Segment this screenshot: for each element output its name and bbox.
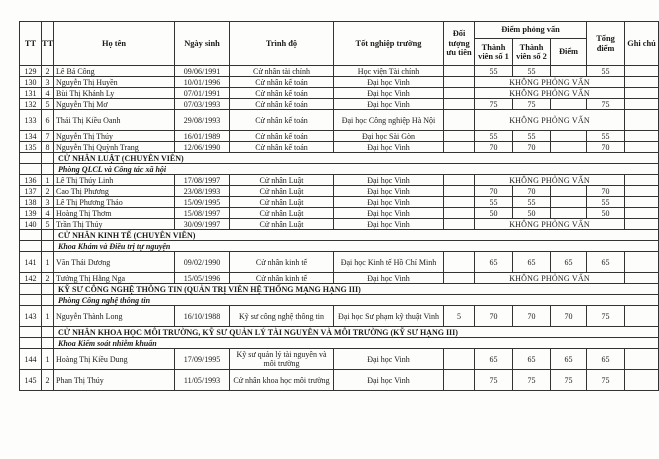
total-score: 70	[587, 186, 625, 197]
blank-cell	[42, 327, 54, 338]
candidate-name: Hoàng Thị Kiều Dung	[54, 349, 175, 370]
graduated-school: Đại học Vinh	[334, 142, 444, 153]
no-interview-label: KHÔNG PHỎNG VẤN	[475, 77, 625, 88]
row-index: 139	[20, 208, 42, 219]
note-cell	[625, 273, 659, 284]
subsection-title: Khoa Khám và Điều trị tự nguyện	[54, 241, 659, 252]
graduated-school: Đại học Vinh	[334, 370, 444, 391]
subsection-row	[20, 338, 659, 349]
blank-cell	[20, 164, 42, 175]
birth-date: 16/10/1988	[175, 306, 230, 327]
interview-score: 70	[551, 306, 587, 327]
birth-date: 30/09/1997	[175, 219, 230, 230]
note-cell	[625, 306, 659, 327]
note-cell	[625, 142, 659, 153]
section-title: CỬ NHÂN LUẬT (CHUYÊN VIÊN)	[54, 153, 659, 164]
birth-date: 11/05/1993	[175, 370, 230, 391]
header-interview-score: Điểm phỏng vấn	[475, 22, 587, 39]
member1-score: 75	[475, 99, 513, 110]
total-score: 55	[587, 131, 625, 142]
note-cell	[625, 66, 659, 77]
birth-date: 12/06/1990	[175, 142, 230, 153]
blank-cell	[42, 230, 54, 241]
row-sub-index: 2	[42, 186, 54, 197]
row-sub-index: 6	[42, 110, 54, 131]
note-cell	[625, 252, 659, 273]
row-sub-index: 8	[42, 142, 54, 153]
blank-cell	[20, 153, 42, 164]
interview-score	[551, 66, 587, 77]
table-header	[20, 22, 659, 66]
candidate-name: Nguyễn Thành Long	[54, 306, 175, 327]
graduated-school: Đại học Sài Gòn	[334, 131, 444, 142]
blank-cell	[20, 284, 42, 295]
qualification: Kỹ sư công nghệ thông tin	[230, 306, 334, 327]
qualification: Cử nhân tài chính	[230, 66, 334, 77]
graduated-school: Đại học Vinh	[334, 88, 444, 99]
graduated-school: Đại học Vinh	[334, 186, 444, 197]
subsection-row	[20, 164, 659, 175]
priority-points	[444, 66, 475, 77]
section-row	[20, 230, 659, 241]
member2-score: 50	[513, 208, 551, 219]
table-body	[20, 66, 659, 391]
row-sub-index: 2	[42, 273, 54, 284]
birth-date: 23/08/1993	[175, 186, 230, 197]
priority-points	[444, 349, 475, 370]
no-interview-label: KHÔNG PHỎNG VẤN	[475, 110, 625, 131]
candidate-name: Hoàng Thị Thơm	[54, 208, 175, 219]
table-row	[20, 77, 659, 88]
qualification: Cử nhân kế toán	[230, 131, 334, 142]
member2-score: 65	[513, 349, 551, 370]
priority-points	[444, 219, 475, 230]
row-sub-index: 1	[42, 349, 54, 370]
table-row	[20, 252, 659, 273]
row-index: 138	[20, 197, 42, 208]
section-row	[20, 327, 659, 338]
section-title: KỸ SƯ CÔNG NGHỆ THÔNG TIN (QUẢN TRỊ VIÊN HỆ THỐNG MẠNG HẠNG III)	[54, 284, 659, 295]
header-priority: Đối tượng ưu tiên	[444, 22, 475, 66]
birth-date: 15/08/1997	[175, 208, 230, 219]
qualification: Cử nhân kế toán	[230, 88, 334, 99]
graduated-school: Đại học Vinh	[334, 349, 444, 370]
qualification: Cử nhân khoa học môi trường	[230, 370, 334, 391]
member1-score: 55	[475, 131, 513, 142]
birth-date: 17/09/1995	[175, 349, 230, 370]
qualification: Cử nhân Luật	[230, 175, 334, 186]
member2-score: 70	[513, 142, 551, 153]
priority-points	[444, 186, 475, 197]
header-score: Điểm	[551, 39, 587, 66]
member1-score: 55	[475, 66, 513, 77]
priority-points	[444, 110, 475, 131]
graduated-school: Đại học Vinh	[334, 197, 444, 208]
section-title: CỬ NHÂN KHOA HỌC MÔI TRƯỜNG, KỸ SƯ QUẢN LÝ TÀI NGUYÊN VÀ MÔI TRƯỜNG (KỸ SƯ HẠNG III)	[54, 327, 659, 338]
header-tt1: TT	[20, 22, 42, 66]
qualification: Cử nhân kế toán	[230, 77, 334, 88]
birth-date: 29/08/1993	[175, 110, 230, 131]
table-row	[20, 273, 659, 284]
row-sub-index: 5	[42, 219, 54, 230]
blank-cell	[42, 295, 54, 306]
table-row	[20, 197, 659, 208]
interview-score	[551, 142, 587, 153]
header-member-1: Thành viên số 1	[475, 39, 513, 66]
qualification: Cử nhân kế toán	[230, 142, 334, 153]
table-row	[20, 142, 659, 153]
priority-points	[444, 208, 475, 219]
section-row	[20, 284, 659, 295]
section-row	[20, 153, 659, 164]
qualification: Cử nhân kinh tế	[230, 252, 334, 273]
interview-score: 75	[551, 370, 587, 391]
row-index: 143	[20, 306, 42, 327]
candidate-name: Tưởng Thị Hằng Nga	[54, 273, 175, 284]
blank-cell	[42, 241, 54, 252]
row-sub-index: 4	[42, 208, 54, 219]
candidate-name: Lê Thị Thúy Linh	[54, 175, 175, 186]
table-row	[20, 349, 659, 370]
member2-score: 70	[513, 186, 551, 197]
no-interview-label: KHÔNG PHỎNG VẤN	[475, 88, 625, 99]
candidate-name: Thái Thị Kiều Oanh	[54, 110, 175, 131]
table-row	[20, 186, 659, 197]
row-sub-index: 1	[42, 306, 54, 327]
member1-score: 70	[475, 186, 513, 197]
interview-score: 65	[551, 349, 587, 370]
row-sub-index: 2	[42, 66, 54, 77]
graduated-school: Đại học Sư phạm kỹ thuật Vinh	[334, 306, 444, 327]
blank-cell	[42, 164, 54, 175]
blank-cell	[20, 338, 42, 349]
graduated-school: Học viện Tài chính	[334, 66, 444, 77]
interview-score	[551, 197, 587, 208]
row-index: 142	[20, 273, 42, 284]
priority-points	[444, 131, 475, 142]
note-cell	[625, 131, 659, 142]
member2-score: 55	[513, 131, 551, 142]
blank-cell	[20, 241, 42, 252]
subsection-title: Phòng QLCL và Công tác xã hội	[54, 164, 659, 175]
total-score: 55	[587, 66, 625, 77]
graduated-school: Đại học Vinh	[334, 219, 444, 230]
priority-points	[444, 88, 475, 99]
birth-date: 15/09/1995	[175, 197, 230, 208]
candidate-name: Trần Thị Thúy	[54, 219, 175, 230]
subsection-title: Khoa Kiểm soát nhiễm khuẩn	[54, 338, 659, 349]
candidate-name: Nguyễn Thị Quỳnh Trang	[54, 142, 175, 153]
table-row	[20, 306, 659, 327]
birth-date: 07/01/1991	[175, 88, 230, 99]
total-score: 50	[587, 208, 625, 219]
row-index: 141	[20, 252, 42, 273]
graduated-school: Đại học Vinh	[334, 273, 444, 284]
header-name: Họ tên	[54, 22, 175, 66]
row-sub-index: 2	[42, 370, 54, 391]
priority-points	[444, 370, 475, 391]
total-score: 75	[587, 99, 625, 110]
table-row	[20, 370, 659, 391]
note-cell	[625, 370, 659, 391]
member1-score: 70	[475, 306, 513, 327]
priority-points: 5	[444, 306, 475, 327]
birth-date: 15/05/1996	[175, 273, 230, 284]
table-row	[20, 99, 659, 110]
blank-cell	[20, 295, 42, 306]
candidate-name: Nguyễn Thị Thúy	[54, 131, 175, 142]
header-total: Tổng điểm	[587, 22, 625, 66]
row-index: 133	[20, 110, 42, 131]
candidate-name: Nguyễn Thị Huyền	[54, 77, 175, 88]
graduated-school: Đại học Kinh tế Hồ Chí Minh	[334, 252, 444, 273]
member1-score: 65	[475, 349, 513, 370]
candidate-name: Nguyễn Thị Mơ	[54, 99, 175, 110]
member1-score: 55	[475, 197, 513, 208]
header-note: Ghi chú	[625, 22, 659, 66]
member2-score: 75	[513, 370, 551, 391]
row-index: 130	[20, 77, 42, 88]
graduated-school: Đại học Công nghiệp Hà Nội	[334, 110, 444, 131]
note-cell	[625, 175, 659, 186]
header-dob: Ngày sinh	[175, 22, 230, 66]
total-score: 75	[587, 370, 625, 391]
candidate-name: Phan Thị Thúy	[54, 370, 175, 391]
row-index: 136	[20, 175, 42, 186]
header-level: Trình độ	[230, 22, 334, 66]
member2-score: 70	[513, 306, 551, 327]
birth-date: 09/06/1991	[175, 66, 230, 77]
member1-score: 50	[475, 208, 513, 219]
member1-score: 70	[475, 142, 513, 153]
row-index: 132	[20, 99, 42, 110]
total-score: 55	[587, 197, 625, 208]
note-cell	[625, 349, 659, 370]
qualification: Cử nhân Luật	[230, 219, 334, 230]
note-cell	[625, 197, 659, 208]
row-sub-index: 7	[42, 131, 54, 142]
interview-score	[551, 208, 587, 219]
graduated-school: Đại học Vinh	[334, 77, 444, 88]
table-row	[20, 66, 659, 77]
note-cell	[625, 99, 659, 110]
no-interview-label: KHÔNG PHỎNG VẤN	[475, 175, 625, 186]
candidate-name: Bùi Thị Khánh Ly	[54, 88, 175, 99]
interview-score	[551, 131, 587, 142]
candidate-name: Văn Thái Dương	[54, 252, 175, 273]
total-score: 65	[587, 252, 625, 273]
priority-points	[444, 99, 475, 110]
table-row	[20, 219, 659, 230]
header-tt2: TT	[42, 22, 54, 66]
no-interview-label: KHÔNG PHỎNG VẤN	[475, 273, 625, 284]
row-index: 137	[20, 186, 42, 197]
priority-points	[444, 273, 475, 284]
row-sub-index: 5	[42, 99, 54, 110]
row-index: 134	[20, 131, 42, 142]
member1-score: 75	[475, 370, 513, 391]
interview-score	[551, 99, 587, 110]
blank-cell	[42, 284, 54, 295]
priority-points	[444, 175, 475, 186]
note-cell	[625, 110, 659, 131]
total-score: 75	[587, 306, 625, 327]
section-title: CỬ NHÂN KINH TẾ (CHUYÊN VIÊN)	[54, 230, 659, 241]
graduated-school: Đại học Vinh	[334, 208, 444, 219]
note-cell	[625, 186, 659, 197]
priority-points	[444, 77, 475, 88]
priority-points	[444, 142, 475, 153]
interview-score: 65	[551, 252, 587, 273]
blank-cell	[20, 230, 42, 241]
no-interview-label: KHÔNG PHỎNG VẤN	[475, 219, 625, 230]
row-index: 131	[20, 88, 42, 99]
candidate-name: Cao Thị Phương	[54, 186, 175, 197]
subsection-title: Phòng Công nghệ thông tin	[54, 295, 659, 306]
row-sub-index: 1	[42, 252, 54, 273]
table-row	[20, 88, 659, 99]
candidate-name: Lê Bá Công	[54, 66, 175, 77]
blank-cell	[42, 338, 54, 349]
table-row	[20, 175, 659, 186]
note-cell	[625, 219, 659, 230]
header-school: Tốt nghiệp trường	[334, 22, 444, 66]
row-index: 144	[20, 349, 42, 370]
candidate-score-table	[19, 21, 659, 391]
total-score: 70	[587, 142, 625, 153]
member2-score: 55	[513, 197, 551, 208]
birth-date: 10/01/1996	[175, 77, 230, 88]
member2-score: 75	[513, 99, 551, 110]
row-index: 140	[20, 219, 42, 230]
table-row	[20, 131, 659, 142]
priority-points	[444, 252, 475, 273]
qualification: Kỹ sư quản lý tài nguyên và môi trường	[230, 349, 334, 370]
row-sub-index: 1	[42, 175, 54, 186]
birth-date: 17/08/1997	[175, 175, 230, 186]
candidate-name: Lê Thị Phương Thảo	[54, 197, 175, 208]
row-sub-index: 4	[42, 88, 54, 99]
graduated-school: Đại học Vinh	[334, 99, 444, 110]
table-row	[20, 208, 659, 219]
note-cell	[625, 88, 659, 99]
blank-cell	[42, 153, 54, 164]
table-row	[20, 110, 659, 131]
row-index: 135	[20, 142, 42, 153]
birth-date: 07/03/1993	[175, 99, 230, 110]
note-cell	[625, 208, 659, 219]
row-sub-index: 3	[42, 197, 54, 208]
subsection-row	[20, 241, 659, 252]
member1-score: 65	[475, 252, 513, 273]
interview-score	[551, 186, 587, 197]
qualification: Cử nhân Luật	[230, 208, 334, 219]
blank-cell	[20, 327, 42, 338]
birth-date: 09/02/1990	[175, 252, 230, 273]
qualification: Cử nhân Luật	[230, 186, 334, 197]
qualification: Cử nhân Luật	[230, 197, 334, 208]
qualification: Cử nhân kế toán	[230, 99, 334, 110]
row-sub-index: 3	[42, 77, 54, 88]
member2-score: 55	[513, 66, 551, 77]
qualification: Cử nhân kế toán	[230, 110, 334, 131]
qualification: Cử nhân kinh tế	[230, 273, 334, 284]
priority-points	[444, 197, 475, 208]
row-index: 145	[20, 370, 42, 391]
header-member-2: Thành viên số 2	[513, 39, 551, 66]
member2-score: 65	[513, 252, 551, 273]
row-index: 129	[20, 66, 42, 77]
total-score: 65	[587, 349, 625, 370]
note-cell	[625, 77, 659, 88]
subsection-row	[20, 295, 659, 306]
graduated-school: Đại học Vinh	[334, 175, 444, 186]
birth-date: 16/01/1989	[175, 131, 230, 142]
